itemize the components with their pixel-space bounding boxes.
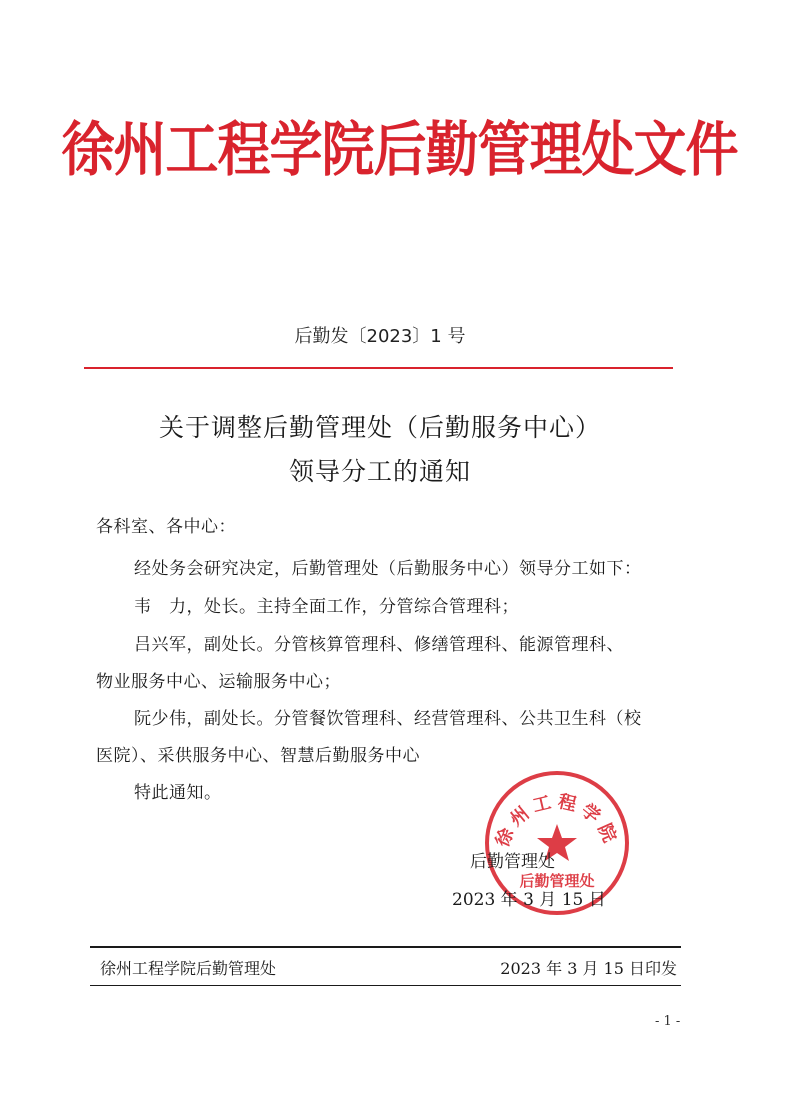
body-paragraph: 经处务会研究决定，后勤管理处（后勤服务中心）领导分工如下： [134,559,642,579]
seal-top-text: 徐州工程学院 [492,791,622,851]
salutation: 各科室、各中心： [96,517,236,537]
footer-print-date: 2023 年 3 月 15 日印发 [500,959,677,978]
footer-issuer: 徐州工程学院后勤管理处 [100,959,277,978]
footer-bottom-rule [90,985,681,986]
footer-top-rule [90,946,681,948]
body-paragraph: 韦 力，处长。主持全面工作，分管综合管理科； [134,597,519,617]
red-header-title: 徐州工程学院后勤管理处文件 [61,116,738,185]
body-paragraph: 特此通知。 [134,783,222,803]
notice-title-line-1: 关于调整后勤管理处（后勤服务中心） [158,413,601,442]
page-number: - 1 - [655,1014,681,1029]
body-paragraph: 阮少伟，副处长。分管餐饮管理科、经营管理科、公共卫生科（校 [134,709,642,729]
red-separator-line [84,367,673,369]
body-paragraph: 医院）、采供服务中心、智慧后勤服务中心 [96,746,420,766]
body-paragraph: 物业服务中心、运输服务中心； [96,672,341,692]
document-number: 后勤发〔2023〕1 号 [294,326,466,347]
seal-bottom-text: 后勤管理处 [519,872,595,890]
body-paragraph: 吕兴军，副处长。分管核算管理科、修缮管理科、能源管理科、 [134,635,624,655]
signature-date: 2023 年 3 月 15 日 [452,890,606,910]
signer-name: 后勤管理处 [470,852,555,872]
notice-title-line-2: 领导分工的通知 [288,457,471,486]
